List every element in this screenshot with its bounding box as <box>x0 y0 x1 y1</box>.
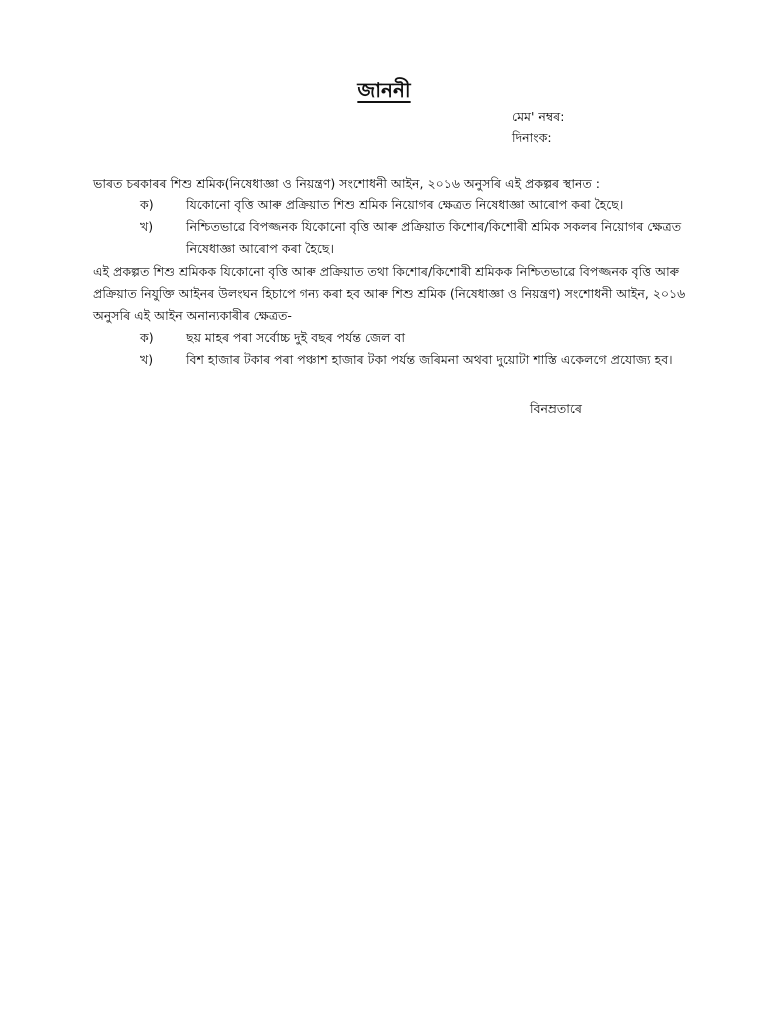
paragraph-line: প্ৰক্ৰিয়াত নিযুক্তি আইনৰ উলংঘন হিচাপে গন্য কৰা হব আৰু শিশু শ্ৰমিক (নিষেধাজ্ঞা ও নিয়ন্ত্ৰণ) সংশোধনী আইন, ২০১৬ <box>93 286 686 301</box>
date-label: দিনাংক: <box>512 130 552 145</box>
penalty-text: বিশ হাজাৰ টকাৰ পৰা পঞ্চাশ হাজাৰ টকা পৰ্যন্ত জৰিমনা অথবা দুয়োটা শাস্তি একেলগে প্ৰযোজ্য হব। <box>186 352 673 367</box>
provision-text: নিশ্চিতভাৱে বিপজ্জনক যিকোনো বৃত্তি আৰু প্ৰক্ৰিয়াত কিশোৰ/কিশোৰী শ্ৰমিক সকলৰ নিয়োগৰ ক্ষেত্ৰত <box>186 219 682 234</box>
paragraph-line: অনুসৰি এই আইন অনান্যকাৰীৰ ক্ষেত্ৰত- <box>93 308 292 323</box>
penalty-marker: খ) <box>140 352 154 367</box>
provision-marker: ক) <box>140 197 154 212</box>
intro-line: ভাৰত চৰকাৰৰ শিশু শ্ৰমিক(নিষেধাজ্ঞা ও নিয়ন্ত্ৰণ) সংশোধনী আইন, ২০১৬ অনুসৰি এই প্ৰকল্পৰ স্থানত : <box>93 176 600 191</box>
notice-title: জাননী <box>357 78 411 102</box>
penalty-marker: ক) <box>140 330 154 345</box>
provision-text: যিকোনো বৃত্তি আৰু প্ৰক্ৰিয়াত শিশু শ্ৰমিক নিয়োগৰ ক্ষেত্ৰত নিষেধাজ্ঞা আৰোপ কৰা হৈছে। <box>186 197 624 212</box>
memo-number-label: মেম' নম্বৰ: <box>512 109 565 124</box>
closing-salutation: বিনম্ৰতাৰে <box>530 401 582 416</box>
penalty-text: ছয় মাহৰ পৰা সৰ্বোচ্চ দুই বছৰ পৰ্যন্ত জেল বা <box>186 330 406 345</box>
provision-marker: খ) <box>140 219 154 234</box>
paragraph-line: এই প্ৰকল্পত শিশু শ্ৰমিকক যিকোনো বৃত্তি আৰু প্ৰক্ৰিয়াত তথা কিশোৰ/কিশোৰী শ্ৰমিকক নিশ্চিতভাৱে বিপজ্জনক বৃত্তি আৰু <box>93 264 680 279</box>
provision-text: নিষেধাজ্ঞা আৰোপ কৰা হৈছে। <box>186 241 334 256</box>
